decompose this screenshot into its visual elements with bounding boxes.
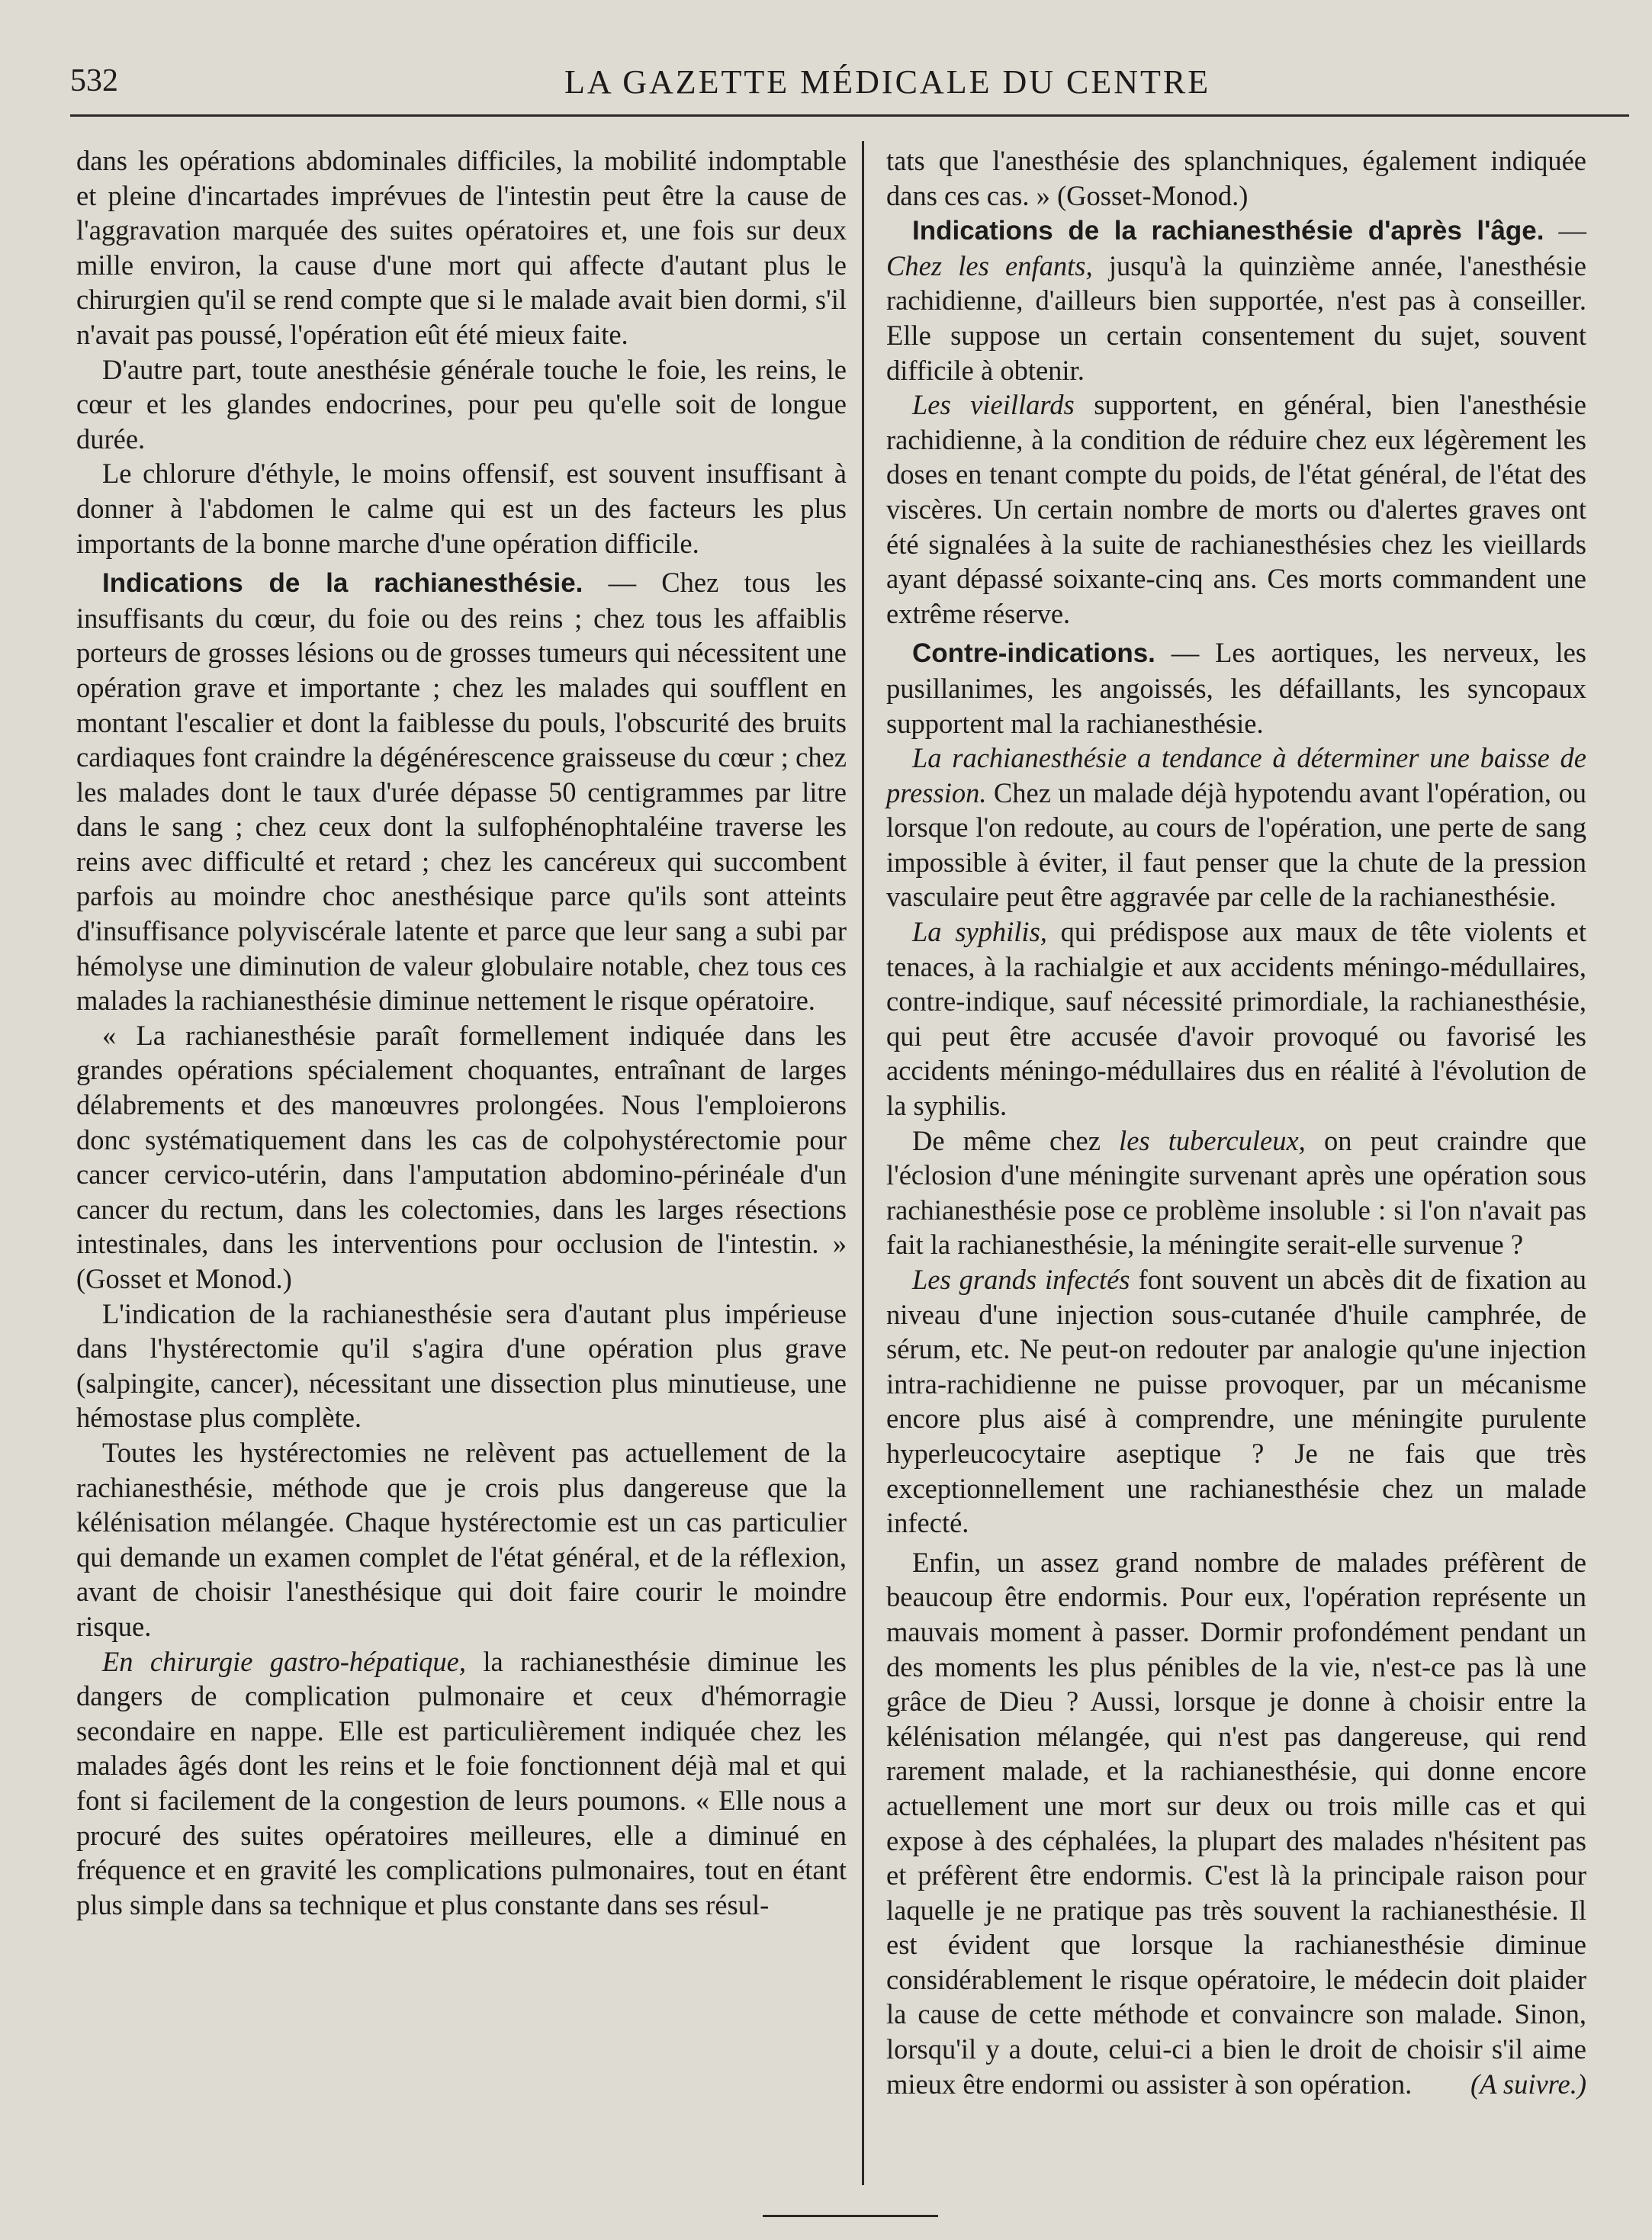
paragraph: dans les opérations abdominales difficiles, la mobilité indomptable et pleine d'incartades imprévues de l'intestin peut être la cause de l'aggravation marquée des suites opératoires et, une fois sur deux mille environ, la cause d'une mort qui affecte d'autant plus le chirurgien qu'il se rend compte que si le malade avait bien dormi, s'il n'avait pas poussé, l'opération eût été mieux faite. [76, 145, 847, 350]
left-column [76, 143, 847, 1922]
column-divider [862, 141, 864, 2185]
paragraph [886, 914, 1586, 1123]
paragraph [886, 741, 1586, 914]
paragraph-text: qui prédispose aux maux de tête violents et tenaces, à la rachialgie et aux accidents méningo-médullaires, contre-indique, sauf nécessité primordiale, la rachianesthésie, qui peut être accusée d'avoir provoqué ou favorisé les accidents méningo-médullaires dus en réalité à l'évolution de la syphilis. [886, 916, 1586, 1122]
page-number: 532 [70, 63, 118, 98]
paragraph-text: on peut craindre que l'éclosion d'une méningite survenant après une opération sous rachianesthésie pose ce problème insoluble : si l'on n'avait pas fait la rachianesthésie, la méningite serait-elle survenue ? [886, 1124, 1587, 1261]
running-title: LA GAZETTE MÉDICALE DU CENTRE [564, 63, 1211, 101]
italic-phrase: Les grands infectés [912, 1264, 1130, 1295]
paragraph-text: jusqu'à la quinzième année, l'anesthésie rachidienne, d'ailleurs bien supportée, n'est pas à conseiller. Elle suppose un certain consentement du sujet, souvent difficile à obtenir. [886, 249, 1586, 386]
paragraph [886, 1262, 1586, 1541]
section-heading: Contre-indications. [912, 638, 1155, 669]
right-column [886, 143, 1586, 2101]
header-rule [70, 114, 1629, 117]
italic-phrase: En chirurgie gastro-hépatique, [102, 1645, 466, 1677]
paragraph [886, 387, 1586, 631]
italic-phrase: La syphilis, [912, 916, 1047, 948]
paragraph: « La rachianesthésie paraît formellement indiquée dans les grandes opérations spécialement choquantes, entraînant de larges délabrements et des manœuvres prolongées. Nous l'emploierons donc systématiquement dans les cas de colpohystérectomie pour cancer cervico-utérin, dans l'amputation abdomino-périnéale d'un cancer du rectum, dans les colectomies, dans les larges résections intestinales, dans les interventions pour occlusion de l'intestin. » (Gosset et Monod.) [76, 1019, 847, 1294]
section-heading: Indications de la rachianesthésie d'après l'âge. [912, 216, 1544, 246]
paragraph [886, 635, 1586, 741]
italic-phrase: les tuberculeux, [1119, 1124, 1306, 1156]
paragraph [886, 213, 1586, 387]
paragraph: Le chlorure d'éthyle, le moins offensif, est souvent insuffisant à donner à l'abdomen le calme qui est un des facteurs les plus importants de la bonne marche d'une opération difficile. [76, 458, 847, 559]
italic-phrase: Les vieillards [912, 389, 1075, 421]
paragraph-text: De même chez [912, 1124, 1120, 1156]
paragraph-text: Chez un malade déjà hypotendu avant l'opération, ou lorsque l'on redoute, au cours de l'opération, une perte de sang impossible à éviter, il faut penser que la chute de la pression vasculaire peut être aggravée par celle de la rachianesthésie. [886, 776, 1586, 913]
paragraph-text: — Les aortiques, les nerveux, les pusillanimes, les angoissés, les défaillants, les syncopaux supportent mal la rachianesthésie. [886, 637, 1586, 739]
paragraph: L'indication de la rachianesthésie sera d'autant plus impérieuse dans l'hystérectomie qu'il s'agira d'une opération plus grave (salpingite, cancer), nécessitant une dissection plus minutieuse, une hémostase plus complète. [76, 1297, 847, 1434]
dash: — [1544, 214, 1586, 246]
bottom-rule [763, 2215, 938, 2217]
paragraph [76, 1644, 847, 1923]
paragraph [76, 565, 847, 1018]
paragraph [886, 1123, 1586, 1262]
italic-phrase: Chez les enfants, [886, 249, 1093, 281]
paragraph-text: — Chez tous les insuffisants du cœur, du foie ou des reins ; chez tous les affaiblis porteurs de grosses lésions ou de grosses tumeurs qui nécessitent une opération grave et importante ; chez les malades qui soufflent en montant l'escalier et dont la faiblesse du pouls, l'obscurité des bruits cardiaques font craindre la dégénérescence graisseuse du cœur ; chez les malades dont le taux d'urée dépasse 50 centigrammes par litre dans le sang ; chez ceux dont la sulfophénophtaléine traverse les reins avec difficulté et retard ; chez les cancéreux qui succombent parfois au moindre choc anesthésique parce qu'ils sont atteints d'insuffisance polyviscérale latente et parce que leur sang a subi par hémolyse une diminution de valeur globulaire notable, chez tous ces malades la rachianesthésie diminue nettement le risque opératoire. [76, 567, 847, 1017]
italic-phrase: La rachianesthésie a tendance à déterminer une baisse de pression. [886, 742, 1586, 808]
paragraph: tats que l'anesthésie des splanchniques, également indiquée dans ces cas. » (Gosset-Monod.) [886, 145, 1586, 211]
paragraph: Toutes les hystérectomies ne relèvent pas actuellement de la rachianesthésie, méthode que je crois plus dangereuse que la kélénisation mélangée. Chaque hystérectomie est un cas particulier qui demande un examen complet de l'état général, et de la réflexion, avant de choisir l'anesthésique qui doit faire courir le moindre risque. [76, 1436, 847, 1642]
to-be-continued: (A suivre.) [1470, 2068, 1586, 2100]
paragraph-text: font souvent un abcès dit de fixation au niveau d'une injection sous-cutanée d'huile camphrée, de sérum, etc. Ne peut-on redouter par analogie qu'une injection intra-rachidienne ne puisse provoquer, par un mécanisme encore plus aisé à comprendre, une méningite purulente hyperleucocytaire aseptique ? Je ne fais que très exceptionnellement une rachianesthésie chez un malade infecté. [886, 1264, 1587, 1539]
paragraph [886, 1545, 1586, 2102]
section-heading: Indications de la rachianesthésie. [102, 568, 583, 599]
paragraph-text: supportent, en général, bien l'anesthésie rachidienne, à la condition de réduire chez eux légèrement les doses en tenant compte du poids, de l'état général, de l'état des viscères. Un certain nombre de morts ou d'alertes graves ont été signalées à la suite de rachianesthésies chez les vieillards ayant dépassé soixante-cinq ans. Ces morts commandent une extrême réserve. [886, 389, 1586, 629]
paragraph-text: Enfin, un assez grand nombre de malades préfèrent de beaucoup être endormis. Pour eux, l'opération représente un mauvais moment à passer. Dormir profondément pendant un des moments les plus pénibles de la vie, n'est-ce pas là une grâce de Dieu ? Aussi, lorsque je donne à choisir entre la kélénisation mélangée, qui n'est pas dangereuse, qui rend rarement malade, et la rachianesthésie, qui donne encore actuellement une mort sur deux ou trois mille cas et qui expose à des céphalées, la plupart des malades n'hésitent pas et préfèrent être endormis. C'est là la principale raison pour laquelle je ne pratique pas très souvent la rachianesthésie. Il est évident que lorsque la rachianesthésie diminue considérablement le risque opératoire, le médecin doit plaider la cause de cette méthode et convaincre son malade. Sinon, lorsqu'il y a doute, celui-ci a bien le droit de choisir s'il aime mieux être endormi ou assister à son opération. [886, 1546, 1586, 2100]
paragraph: D'autre part, toute anesthésie générale touche le foie, les reins, le cœur et les glandes endocrines, pour peu qu'elle soit de longue durée. [76, 353, 847, 455]
paragraph-text: la rachianesthésie diminue les dangers de complication pulmonaire et ceux d'hémorragie secondaire en nappe. Elle est particulièrement indiquée chez les malades âgés dont les reins et le foie fonctionnent déjà mal et qui font si facilement de la congestion de leurs poumons. « Elle nous a procuré des suites opératoires meilleures, elle a diminué en fréquence et en gravité les complications pulmonaires, tout en étant plus simple dans sa technique et plus constante dans ses résul- [76, 1645, 847, 1920]
